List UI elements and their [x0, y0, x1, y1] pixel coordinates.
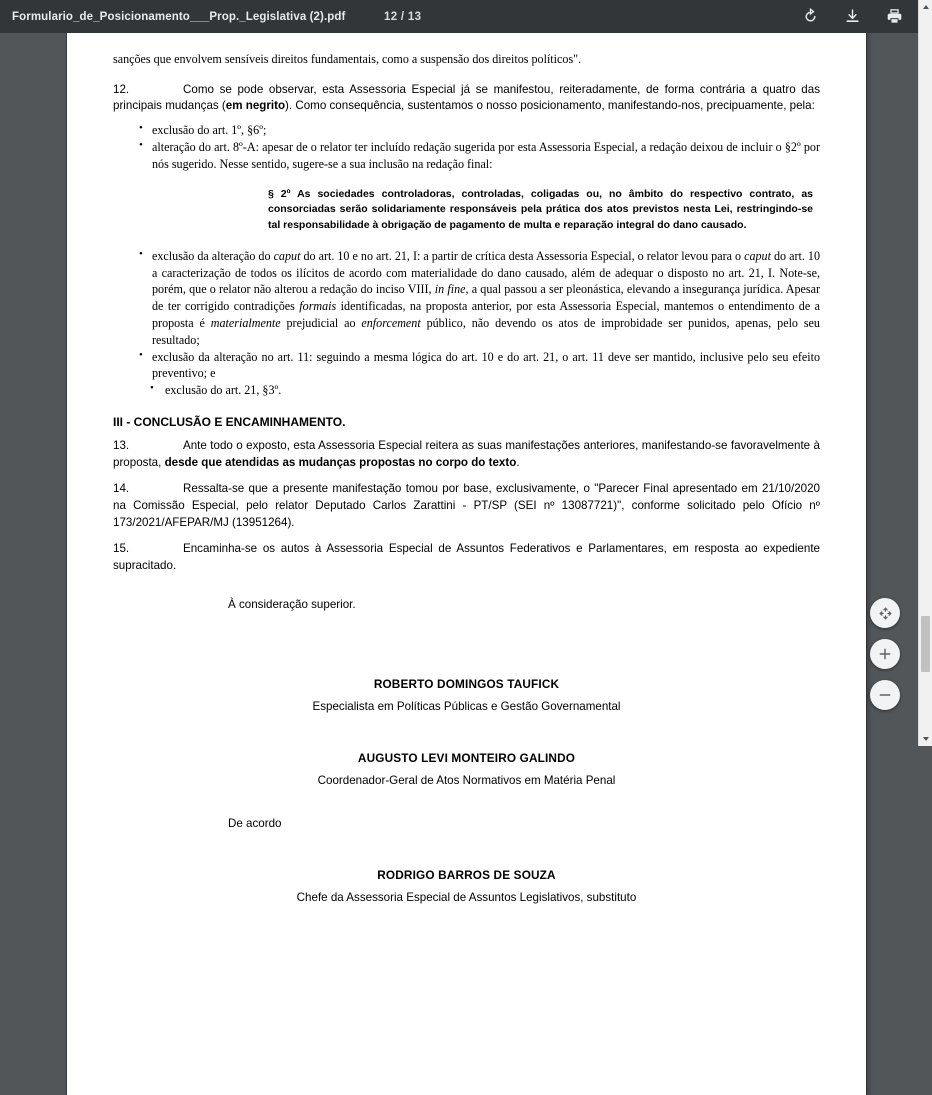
paragraph-14-text: Ressalta-se que a presente manifestação tomou por base, exclusivamente, o "Parecer Final apresentado em 21/10/2020 na Comissão Especial, pelo relator Deputado Carlos Zarattini - PT/SP (SEI nº 13087721)", conforme solicitado pelo Ofício nº 173/2021/AFEPAR/MJ (13951264). [113, 482, 820, 529]
toolbar-actions [800, 7, 904, 27]
paragraph-15-text: Encaminha-se os autos à Assessoria Especial de Assuntos Federativos e Parlamentares, em resposta ao expediente supracitado. [113, 542, 820, 573]
de-acordo-label: De acordo [228, 817, 282, 831]
paragraph-14-number: 14. [113, 482, 130, 496]
clipped-paragraph: sanções que envolvem sensíveis direitos fundamentais, como a suspensão dos direitos políticos". [113, 52, 582, 66]
pdf-page-viewport[interactable] [0, 33, 918, 905]
signatory-role: Coordenador-Geral de Atos Normativos em Matéria Penal [317, 774, 616, 788]
list-item: • exclusão da alteração no art. 11: seguindo a mesma lógica do art. 10 e do art. 21, o art. 11 deve ser mantido, inclusive pelo seu efeito preventivo; e [139, 349, 820, 383]
closing-line: À consideração superior. [228, 597, 356, 611]
vertical-scrollbar[interactable] [918, 0, 932, 746]
list-item: • exclusão do art. 21, §3º. [139, 382, 820, 399]
signature-block-2 [113, 751, 820, 787]
list-item: • alteração do art. 8º-A: apesar de o relator ter incluído redação sugerida por esta Assessoria Especial, a redação deixou de incluir o §2º por nós sugerido. Nesse sentido, sugere-se a sua inclusão na redação final: [139, 139, 820, 173]
page-indicator: 12 / 13 [384, 10, 422, 23]
frag: identificadas, na proposta anterior, por esta Assessoria Especial, mantemos o entendimento de a proposta é [152, 299, 820, 330]
download-icon[interactable] [842, 7, 862, 27]
scrollbar-thumb[interactable] [921, 616, 930, 672]
chevron-up-icon [923, 5, 929, 9]
rotate-clockwise-icon[interactable] [800, 7, 820, 27]
paragraph-12-text-2: ). Como consequência, sustentamos o nosso posicionamento, manifestando-nos, precipuamente, pela: [285, 99, 815, 113]
section-heading: III - CONCLUSÃO E ENCAMINHAMENTO. [113, 414, 346, 429]
list-item: • exclusão do art. 1º, §6º; [139, 122, 820, 139]
scrollbar-up-arrow[interactable] [919, 0, 932, 14]
frag: prejudicial ao [280, 316, 362, 330]
pdf-toolbar [0, 0, 918, 33]
paragraph-13-bold: desde que atendidas as mudanças propostas no corpo do texto [164, 455, 517, 469]
frag: do art. 10 a caracterização de todos os ilícitos de acordo com materialidade do dano causado, além de adequar o disposto no art. 21, I. Note-se, porém, que o relator não alterou a redação do inciso VIII, [152, 248, 820, 297]
zoom-controls [870, 598, 900, 710]
paragraph-12 [113, 82, 820, 115]
signatory-name: ROBERTO DOMINGOS TAUFICK [373, 677, 560, 692]
paragraph-12-text-1: Como se pode observar, esta Assessoria Especial já se manifestou, reiteradamente, de forma contrária a quatro das principais mudanças ( [113, 82, 820, 113]
quoted-legal-text [268, 187, 813, 234]
paragraph-13-text-1: Ante todo o exposto, esta Assessoria Especial reitera as suas manifestações anteriores, manifestando-se favoravelmente à proposta, [113, 438, 820, 469]
frag: do art. 10 e no art. 21, I: a partir de crítica desta Assessoria Especial, o relator levou para o [300, 248, 745, 263]
signatory-name: RODRIGO BARROS DE SOUZA [377, 868, 556, 883]
frag: exclusão da alteração do [152, 248, 274, 263]
paragraph-13 [113, 438, 820, 471]
italic-term: caput [273, 248, 301, 263]
signatory-role: Especialista em Políticas Públicas e Gestão Governamental [312, 700, 621, 714]
fit-to-page-icon[interactable] [870, 598, 900, 628]
paragraph-12-number: 12. [113, 82, 130, 96]
zoom-out-icon[interactable] [870, 680, 900, 710]
pdf-page-12 [67, 0, 866, 1095]
signature-block-3 [113, 868, 820, 904]
quote-text: As sociedades controladoras, controladas, coligadas ou, no âmbito do respectivo contrato, as consorciadas serão solidariamente responsáveis pela prática dos atos previstos nesta Lei, restringindo-se tal responsabilidade à obrigação de pagamento de multa e reparação integral do dano causado. [268, 187, 813, 232]
paragraph-15 [113, 541, 820, 574]
chevron-down-icon [923, 737, 929, 741]
document-title: Formulario_de_Posicionamento___Prop._Legislativa (2).pdf [12, 10, 346, 23]
italic-term: formais [299, 299, 337, 314]
zoom-in-icon[interactable] [870, 639, 900, 669]
paragraph-15-number: 15. [113, 542, 130, 556]
signature-block-1 [113, 677, 820, 713]
bullet-list-first [113, 122, 820, 172]
italic-term: materialmente [210, 316, 281, 330]
paragraph-14 [113, 481, 820, 531]
quote-marker: § 2º [268, 187, 291, 200]
frag: público, não devendo os atos de improbidade ser punidos, apenas, pelo seu resultado; [152, 316, 820, 347]
page-content [113, 0, 820, 904]
italic-term: enforcement [361, 316, 421, 330]
frag: , a qual passou a ser pleonástica, elevando a insegurança jurídica. Apesar de ter corrigido contradições [152, 282, 820, 314]
bullet-list-long [113, 248, 820, 399]
signatory-name: AUGUSTO LEVI MONTEIRO GALINDO [357, 751, 576, 766]
signatory-role: Chefe da Assessoria Especial de Assuntos Legislativos, substituto [296, 891, 637, 905]
paragraph-13-number: 13. [113, 438, 130, 452]
scrollbar-down-arrow[interactable] [919, 732, 932, 746]
print-icon[interactable] [884, 7, 904, 27]
paragraph-12-bold: em negrito [225, 99, 286, 113]
list-item [139, 248, 820, 349]
italic-term: in fine [434, 282, 466, 297]
italic-term: caput [744, 248, 771, 263]
paragraph-13-text-2: . [516, 455, 520, 469]
